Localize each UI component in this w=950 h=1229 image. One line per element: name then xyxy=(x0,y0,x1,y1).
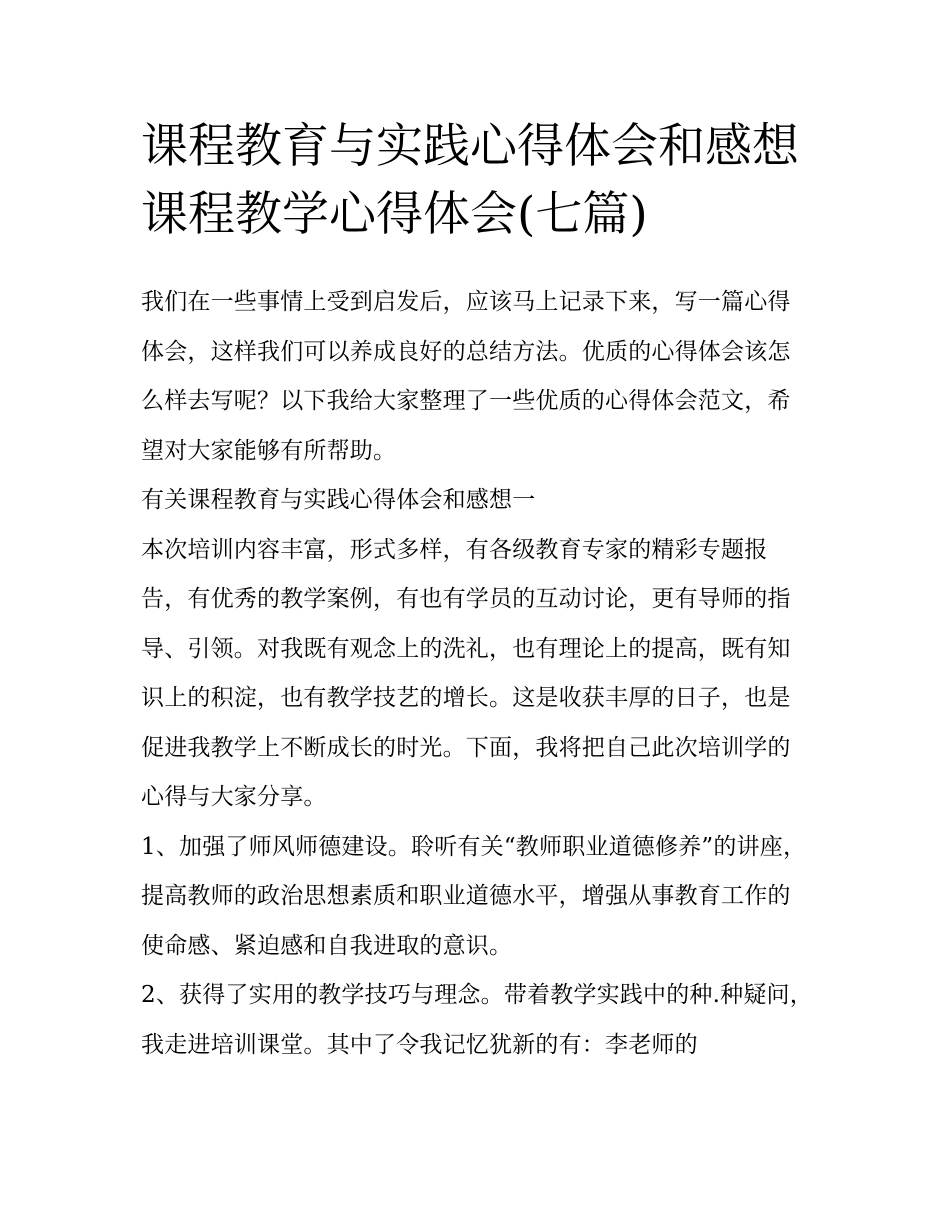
body-paragraph: 本次培训内容丰富，形式多样，有各级教育专家的精彩专题报告，有优秀的教学案例，有也有学员的互动讨论，更有导师的指导、引领。对我既有观念上的洗礼，也有理论上的提高，既有知识上的积淀，也有教学技艺的增长。这是收获丰厚的日子，也是促进我教学上不断成长的时光。下面，我将把自己此次培训学的心得与大家分享。 xyxy=(141,536,791,810)
numbered-paragraph-2: 2、获得了实用的教学技巧与理念。带着教学实践中的种.种疑问，我走进培训课堂。其中了令我记忆犹新的有：李老师的 xyxy=(141,982,813,1058)
section-heading: 有关课程教育与实践心得体会和感想一 xyxy=(141,487,536,513)
intro-paragraph: 我们在一些事情上受到启发后，应该马上记录下来，写一篇心得体会，这样我们可以养成良好的总结方法。优质的心得体会该怎么样去写呢？以下我给大家整理了一些优质的心得体会范文，希望对大家能够有所帮助。 xyxy=(141,289,791,464)
numbered-paragraph-1: 1、加强了师风师德建设。聆听有关“教师职业道德修养”的讲座，提高教师的政治思想素质和职业道德水平，增强从事教育工作的使命感、紧迫感和自我进取的意识。 xyxy=(141,833,807,959)
document-body xyxy=(141,278,813,1070)
document-title: 课程教育与实践心得体会和感想 课程教学心得体会(七篇) xyxy=(141,119,799,242)
